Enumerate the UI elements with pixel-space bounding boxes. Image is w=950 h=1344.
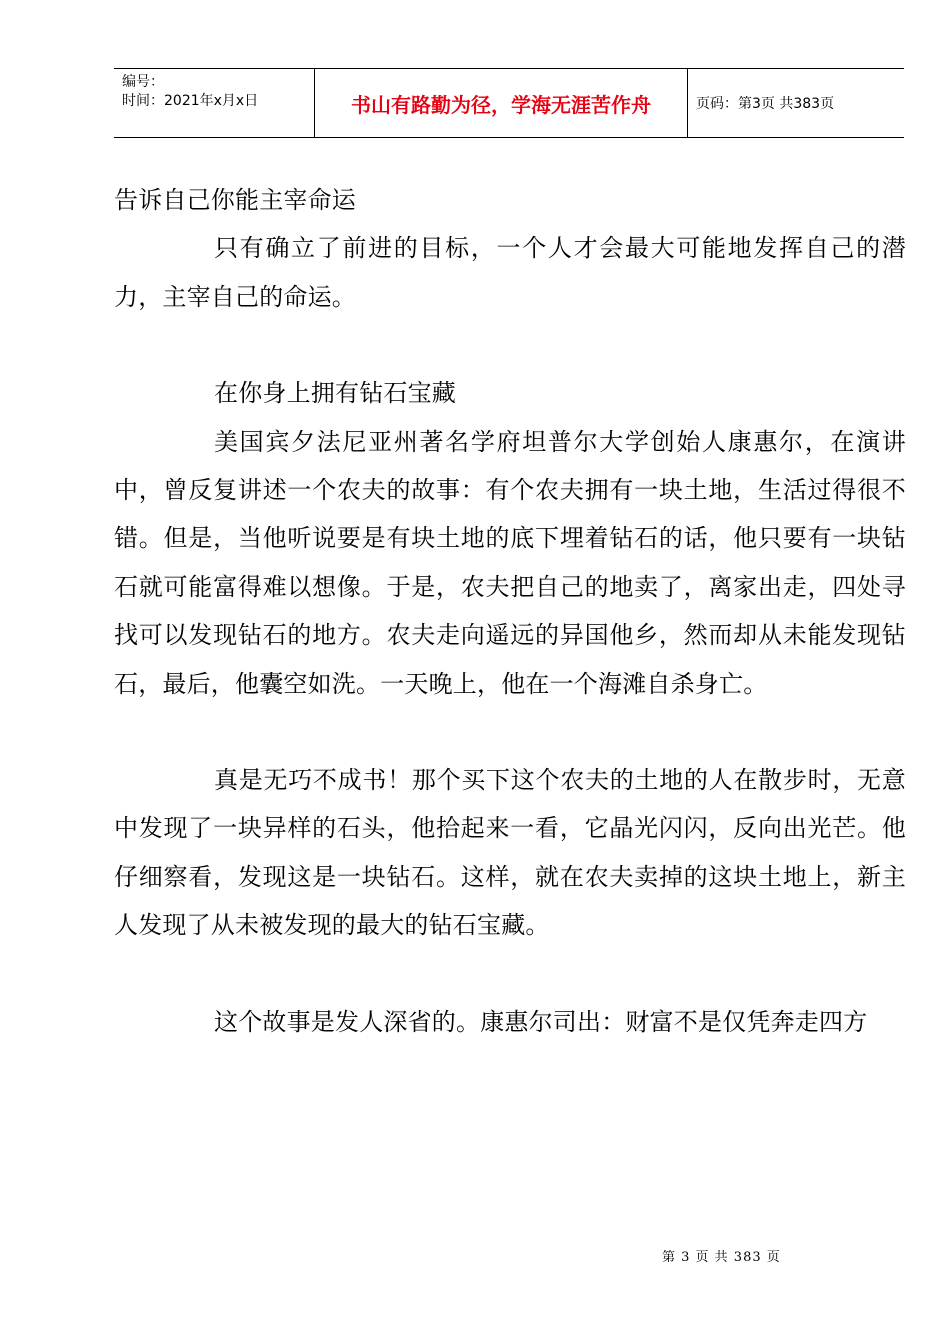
paragraph-heading-2: 在你身上拥有钻石宝藏 — [214, 379, 456, 408]
code-label: 编号： — [122, 74, 164, 90]
page-header — [114, 68, 904, 138]
header-meta — [114, 69, 315, 137]
paragraph: 美国宾夕法尼亚州著名学府坦普尔大学创始人康惠尔，在演讲中，曾反复讲述一个农夫的故事：有个农夫拥有一块土地，生活过得很不错。但是，当他听说要是有块土地的底下埋着钻石的话，他只要有一块钻石就可能富得难以想像。于是，农夫把自己的地卖了，离家出走，四处寻找可以发现钻石的地方。农夫走向遥远的异国他乡，然而却从未能发现钻石，最后，他囊空如洗。一天晚上，他在一个海滩自杀身亡。 — [114, 427, 906, 698]
paragraph: 只有确立了前进的目标，一个人才会最大可能地发挥自己的潜力，主宰自己的命运。 — [114, 234, 906, 311]
paragraph-gap — [114, 321, 906, 369]
document-body — [114, 176, 906, 1046]
paragraph-gap — [114, 708, 906, 756]
time-label: 时间：2021年x月x日 — [122, 93, 259, 109]
header-motto: 书山有路勤为径，学海无涯苦作舟 — [315, 69, 688, 137]
header-page-info: 页码：第3页 共383页 — [696, 96, 835, 112]
paragraph-gap — [114, 950, 906, 998]
footer-page-number: 第 3 页 共 383 页 — [662, 1250, 781, 1265]
paragraph-heading-1: 告诉自己你能主宰命运 — [114, 186, 356, 214]
paragraph: 真是无巧不成书！那个买下这个农夫的土地的人在散步时，无意中发现了一块异样的石头，他拾起来一看，它晶光闪闪，反向出光芒。他仔细察看，发现这是一块钻石。这样，就在农夫卖掉的这块土地上，新主人发现了从未被发现的最大的钻石宝藏。 — [114, 766, 906, 940]
paragraph: 这个故事是发人深省的。康惠尔司出：财富不是仅凭奔走四方 — [214, 1007, 868, 1036]
